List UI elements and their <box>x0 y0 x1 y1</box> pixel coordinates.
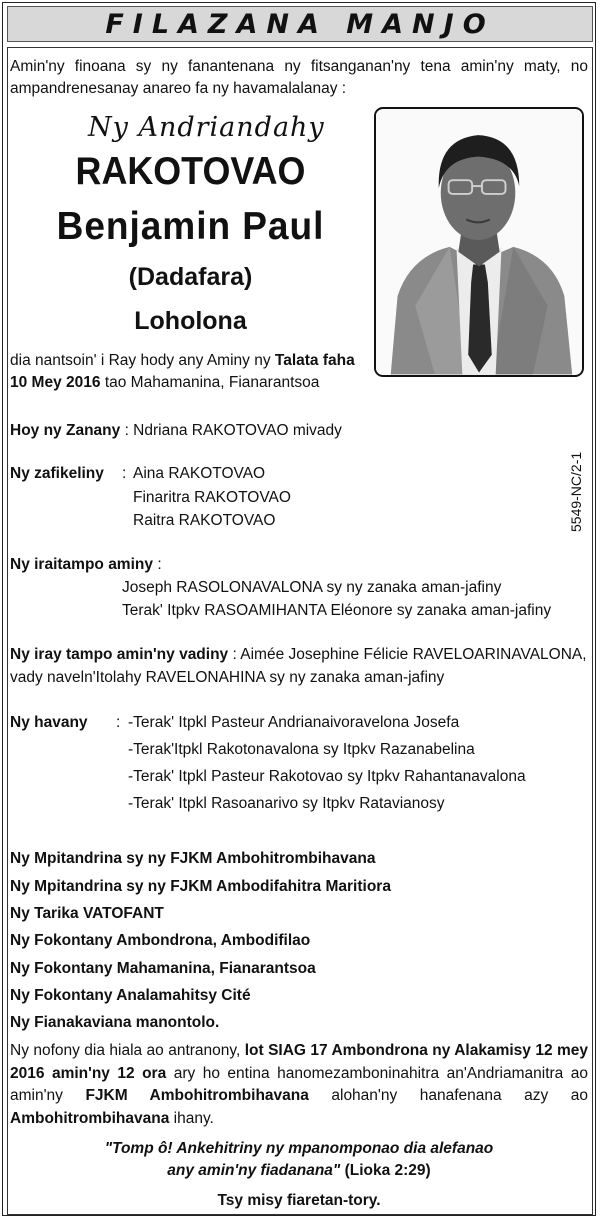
verse-line-1: "Tomp ô! Ankehitriny ny mpanomponao dia alefanao <box>104 1140 494 1157</box>
honorific: Ny Andriandahy <box>88 112 325 143</box>
notice-header <box>7 6 593 42</box>
organization-line: Ny Mpitandrina sy ny FJKM Ambodifahitra Maritiora <box>10 878 391 895</box>
organization-line: Ny Fokontany Ambondrona, Ambodifilao <box>10 932 311 949</box>
siblings-heading: Ny iraitampo aminy : <box>10 556 162 573</box>
organization-line: Ny Mpitandrina sy ny FJKM Ambohitrombihavana <box>10 850 376 867</box>
funeral-paragraph: Ny nofony dia hiala ao antranony, lot SIAG 17 Ambondrona ny Alakamisy 12 mey 2016 amin'ny 12 ora ary ho entina hanomezamboninahitra an'Andriamanitra ao amin'ny FJKM Ambohitrombihavana alohan'ny hanafenana azy ao Ambohitrombihavana ihany. <box>10 1042 589 1127</box>
deceased-title: Loholona <box>134 307 247 335</box>
deceased-alias: (Dadafara) <box>128 263 253 291</box>
relative-line: -Terak' Itpkl Pasteur Rakotovao sy Itpkv Rahantanavalona <box>128 768 526 785</box>
deceased-surname: RAKOTOVAO <box>75 150 306 193</box>
spouse-line: Hoy ny Zanany : Ndriana RAKOTOVAO mivady <box>10 422 342 439</box>
organization-line: Ny Fokontany Analamahitsy Cité <box>10 987 251 1004</box>
organization-line: Ny Tarika VATOFANT <box>10 905 164 922</box>
child-name: Aina RAKOTOVAO <box>133 465 266 482</box>
relative-line: -Terak'Itpkl Rakotonavalona sy Itpkv Razanabelina <box>128 741 475 758</box>
organization-line: Ny Fokontany Mahamanina, Fianarantsoa <box>10 960 316 977</box>
relatives-label: Ny havany <box>10 714 88 731</box>
reference-code: 5549-NC/2-1 <box>568 451 584 532</box>
child-name: Raitra RAKOTOVAO <box>133 512 276 529</box>
relatives-colon: : <box>116 714 121 731</box>
children-label: Ny zafikeliny <box>10 465 104 482</box>
verse-line-2: any amin'ny fiadanana" (Lioka 2:29) <box>167 1162 431 1179</box>
sibling-line: Terak' Itpkv RASOAMIHANTA Eléonore sy zanaka aman-jafiny <box>122 602 552 619</box>
inlaws-line-2: vady naveln'Itolahy RAVELONAHINA sy ny zanaka aman-jafiny <box>10 669 445 686</box>
sibling-line: Joseph RASOLONAVALONA sy ny zanaka aman-jafiny <box>122 579 502 596</box>
death-line-2: 10 Mey 2016 tao Mahamanina, Fianarantsoa <box>10 374 320 391</box>
death-line-1: dia nantsoin' i Ray hody any Aminy ny Talata faha <box>10 352 355 369</box>
header-title: FILAZANA MANJO <box>105 8 495 40</box>
inlaws-line-1: Ny iray tampo amin'ny vadiny : Aimée Josephine Félicie RAVELOARINAVALONA, <box>10 646 587 663</box>
children-colon: : <box>122 465 127 482</box>
deceased-given-names: Benjamin Paul <box>56 205 325 248</box>
intro-text: Amin'ny finoana sy ny fanantenana ny fitsanganan'ny tena amin'ny maty, no ampandrenesanay anareo fa ny havamalalanay : <box>10 58 588 97</box>
relative-line: -Terak' Itpkl Rasoanarivo sy Itpkv Ratavianosy <box>128 795 445 812</box>
closing-line: Tsy misy fiaretan-tory. <box>217 1192 381 1209</box>
organization-line: Ny Fianakaviana manontolo. <box>10 1014 220 1031</box>
child-name: Finaritra RAKOTOVAO <box>133 489 291 506</box>
deceased-portrait <box>374 107 584 377</box>
relative-line: -Terak' Itpkl Pasteur Andrianaivoravelona Josefa <box>128 714 460 731</box>
portrait-image <box>376 109 582 375</box>
